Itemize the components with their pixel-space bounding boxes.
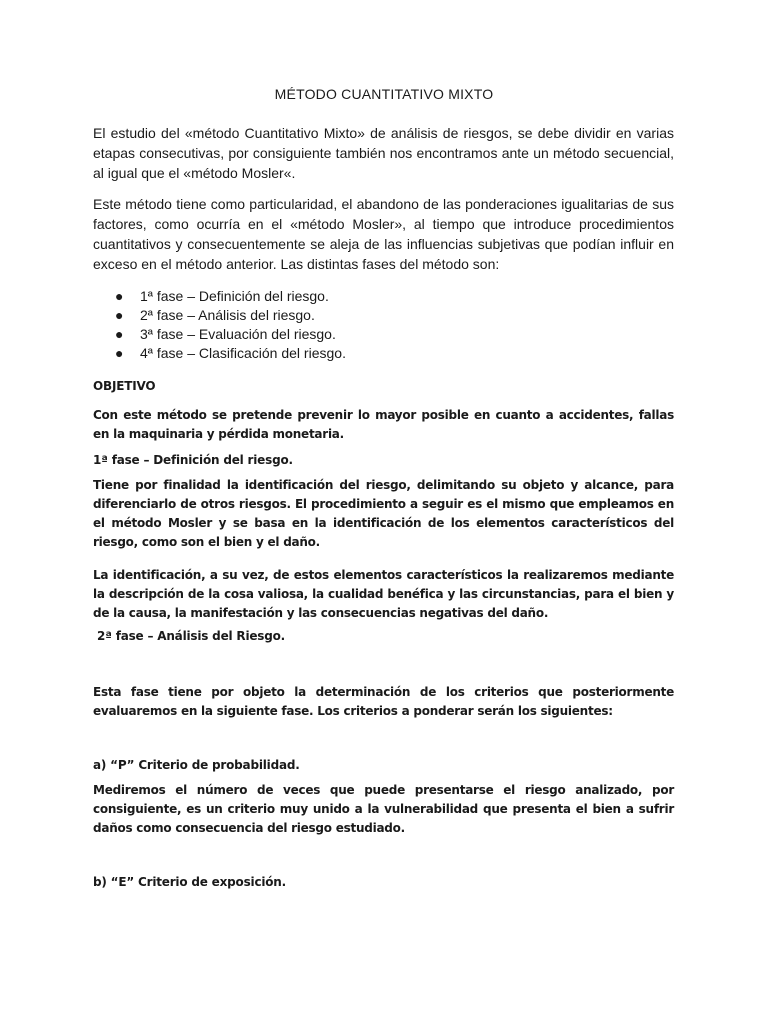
phase1-heading: 1ª fase – Definición del riesgo. bbox=[93, 453, 293, 467]
bullet-icon: ● bbox=[115, 326, 124, 342]
list-item bbox=[93, 306, 674, 325]
criterion-a-text: Mediremos el número de veces que puede presentarse el riesgo analizado, por consiguiente, es un criterio muy unido a la vulnerabilidad que presenta el bien a sufrir daños como consecuencia del riesgo estudiado. bbox=[93, 783, 674, 835]
bullet-icon: ● bbox=[115, 307, 124, 323]
phase-label: 1ª fase – Definición del riesgo. bbox=[140, 288, 329, 304]
list-item bbox=[93, 325, 674, 344]
phase-label: 2ª fase – Análisis del riesgo. bbox=[140, 307, 315, 323]
objective-text: Con este método se pretende prevenir lo mayor posible en cuanto a accidentes, fallas en la maquinaria y pérdida monetaria. bbox=[93, 408, 674, 441]
document-title: MÉTODO CUANTITATIVO MIXTO bbox=[274, 86, 494, 102]
criterion-a-heading: a) “P” Criterio de probabilidad. bbox=[93, 758, 300, 772]
criterion-b-heading: b) “E” Criterio de exposición. bbox=[93, 875, 287, 889]
list-item bbox=[93, 344, 674, 363]
phase2-text: Esta fase tiene por objeto la determinación de los criterios que posteriormente evaluaremos en la siguiente fase. Los criterios a ponderar serán los siguientes: bbox=[93, 685, 674, 718]
phase-label: 3ª fase – Evaluación del riesgo. bbox=[140, 326, 336, 342]
phase1-paragraph-1: Tiene por finalidad la identificación del riesgo, delimitando su objeto y alcance, para diferenciarlo de otros riesgos. El procedimiento a seguir es el mismo que empleamos en el método Mosler y se basa en la identificación de los elementos característicos del riesgo, como son el bien y el daño. bbox=[93, 478, 674, 549]
phase1-paragraph-2: La identificación, a su vez, de estos elementos característicos la realizaremos mediante la descripción de la cosa valiosa, la cualidad benéfica y las circunstancias, para el bien y de la causa, la manifestación y las consecuencias negativas del daño. bbox=[93, 568, 674, 620]
intro-paragraph-2: Este método tiene como particularidad, el abandono de las ponderaciones igualitarias de sus factores, como ocurría en el «método Mosler», al tiempo que introduce procedimientos cuantitativos y consecuentemente se aleja de las influencias subjetivas que podían influir en exceso en el método anterior. Las distintas fases del método son: bbox=[93, 196, 674, 272]
phases-list bbox=[93, 287, 674, 363]
bullet-icon: ● bbox=[115, 345, 124, 361]
list-item bbox=[93, 287, 674, 306]
phase2-heading: 2ª fase – Análisis del Riesgo. bbox=[97, 629, 286, 643]
intro-paragraph-1: El estudio del «método Cuantitativo Mixto» de análisis de riesgos, se debe dividir en varias etapas consecutivas, por consiguiente también nos encontramos ante un método secuencial, al igual que el «método Mosler«. bbox=[93, 125, 674, 181]
objective-heading: OBJETIVO bbox=[93, 379, 156, 393]
bullet-icon: ● bbox=[115, 288, 124, 304]
phase-label: 4ª fase – Clasificación del riesgo. bbox=[140, 345, 346, 361]
